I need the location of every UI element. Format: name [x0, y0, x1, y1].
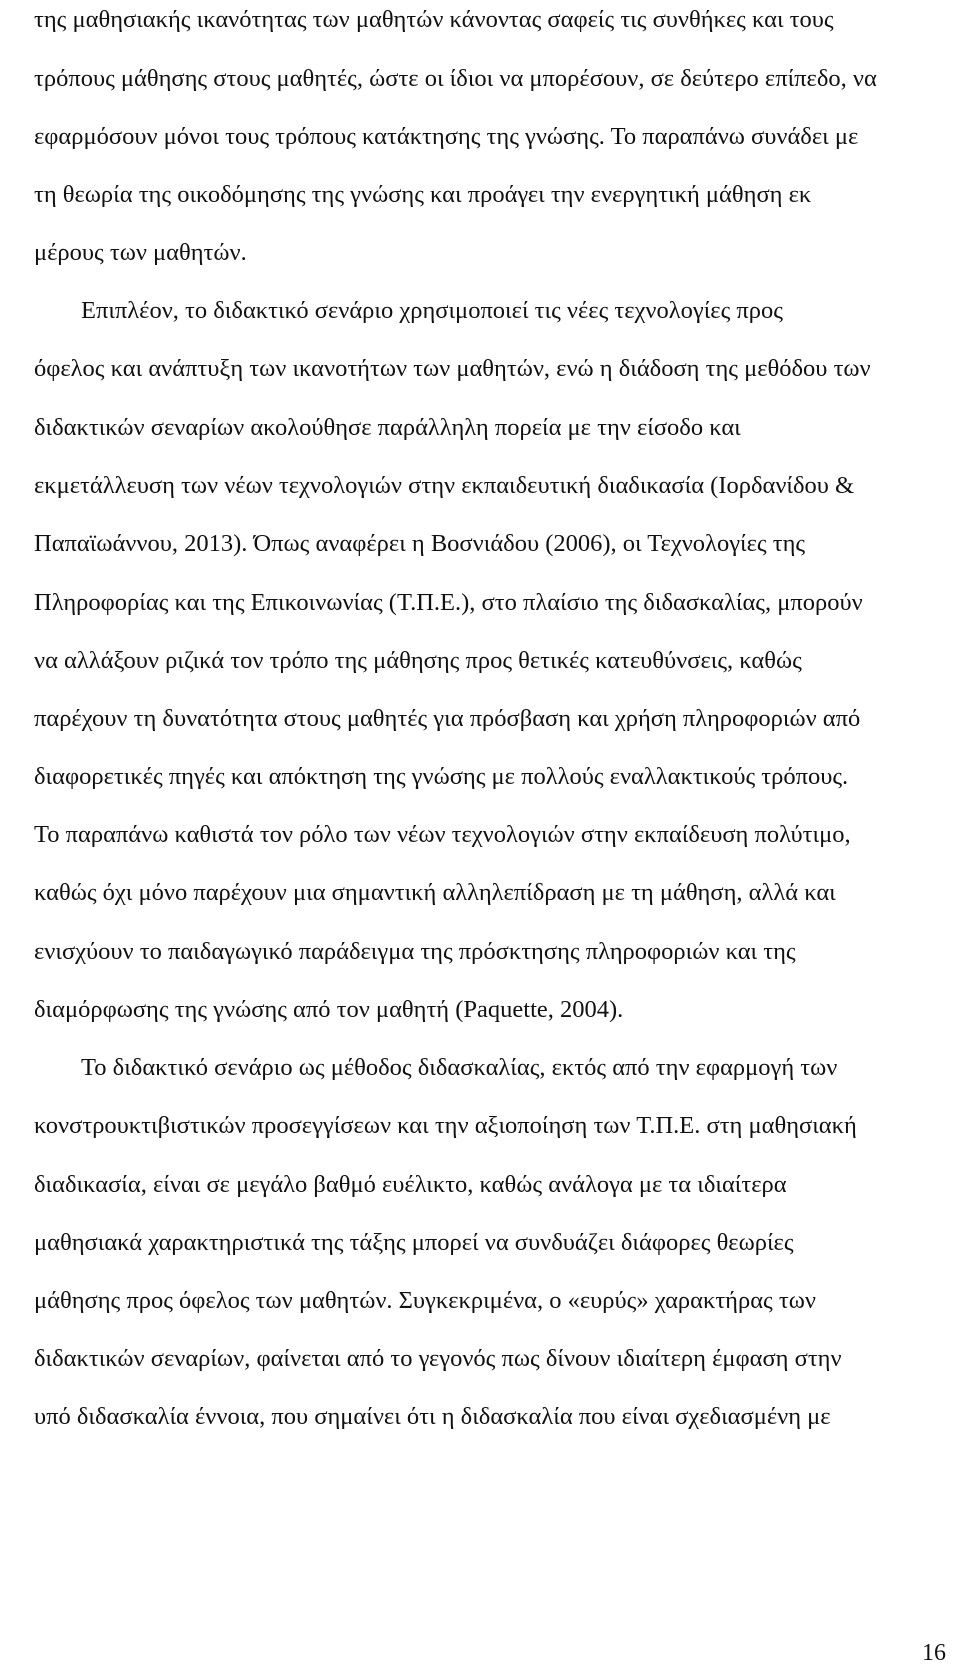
text-line: μάθησης προς όφελος των μαθητών. Συγκεκριμένα, ο «ευρύς» χαρακτήρας των	[34, 1287, 816, 1314]
text-line: όφελος και ανάπτυξη των ικανοτήτων των μαθητών, ενώ η διάδοση της μεθόδου των	[34, 355, 871, 382]
page-number: 16	[922, 1640, 946, 1666]
text-line: διαμόρφωσης της γνώσης από τον μαθητή (Paquette, 2004).	[34, 996, 624, 1023]
text-line: τη θεωρία της οικοδόμησης της γνώσης και προάγει την ενεργητική μάθηση εκ	[34, 181, 812, 208]
paragraph-start-line: Το διδακτικό σενάριο ως μέθοδος διδασκαλίας, εκτός από την εφαρμογή των	[81, 1054, 838, 1081]
paragraph-start-line: Επιπλέον, το διδακτικό σενάριο χρησιμοποιεί τις νέες τεχνολογίες προς	[81, 297, 783, 324]
text-line: διαδικασία, είναι σε μεγάλο βαθμό ευέλικτο, καθώς ανάλογα με τα ιδιαίτερα	[34, 1171, 787, 1198]
text-line: τρόπους μάθησης στους μαθητές, ώστε οι ίδιοι να μπορέσουν, σε δεύτερο επίπεδο, να	[34, 65, 877, 92]
text-line: Το παραπάνω καθιστά τον ρόλο των νέων τεχνολογιών στην εκπαίδευση πολύτιμο,	[34, 821, 851, 848]
text-line: εκμετάλλευση των νέων τεχνολογιών στην εκπαιδευτική διαδικασία (Ιορδανίδου &	[34, 472, 855, 499]
text-line: να αλλάξουν ριζικά τον τρόπο της μάθησης προς θετικές κατευθύνσεις, καθώς	[34, 647, 802, 674]
text-line: Πληροφορίας και της Επικοινωνίας (Τ.Π.Ε.), στο πλαίσιο της διδασκαλίας, μπορούν	[34, 589, 863, 616]
text-line: κονστρουκτιβιστικών προσεγγίσεων και την αξιοποίηση των Τ.Π.Ε. στη μαθησιακή	[34, 1112, 857, 1139]
text-line: μέρους των μαθητών.	[34, 239, 247, 266]
text-line: παρέχουν τη δυνατότητα στους μαθητές για πρόσβαση και χρήση πληροφοριών από	[34, 705, 861, 732]
text-line: καθώς όχι μόνο παρέχουν μια σημαντική αλληλεπίδραση με τη μάθηση, αλλά και	[34, 879, 836, 906]
text-line: της μαθησιακής ικανότητας των μαθητών κάνοντας σαφείς τις συνθήκες και τους	[34, 6, 834, 33]
text-line: μαθησιακά χαρακτηριστικά της τάξης μπορεί να συνδυάζει διάφορες θεωρίες	[34, 1229, 794, 1256]
text-line: διδακτικών σεναρίων ακολούθησε παράλληλη πορεία με την είσοδο και	[34, 414, 741, 441]
text-line: ενισχύουν το παιδαγωγικό παράδειγμα της πρόσκτησης πληροφοριών και της	[34, 938, 796, 965]
text-line: Παπαϊωάννου, 2013). Όπως αναφέρει η Βοσνιάδου (2006), οι Τεχνολογίες της	[34, 530, 806, 557]
text-line: διαφορετικές πηγές και απόκτηση της γνώσης με πολλούς εναλλακτικούς τρόπους.	[34, 763, 849, 790]
text-line: διδακτικών σεναρίων, φαίνεται από το γεγονός πως δίνουν ιδιαίτερη έμφαση στην	[34, 1345, 842, 1372]
text-line: εφαρμόσουν μόνοι τους τρόπους κατάκτησης της γνώσης. Το παραπάνω συνάδει με	[34, 123, 859, 150]
text-line: υπό διδασκαλία έννοια, που σημαίνει ότι η διδασκαλία που είναι σχεδιασμένη με	[34, 1403, 831, 1430]
